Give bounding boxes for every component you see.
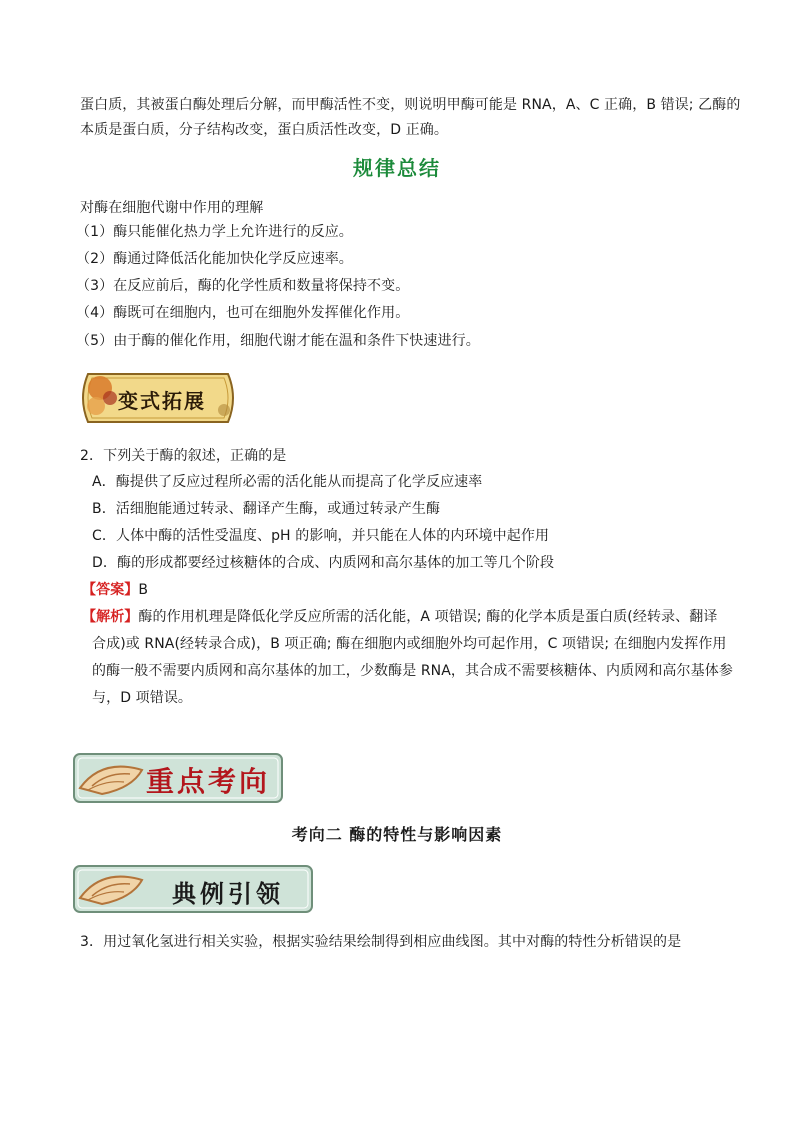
answer-value: B (138, 582, 149, 598)
banner-key (72, 748, 284, 808)
question2-analysis-line1 (82, 607, 717, 627)
question2-option-b: B．活细胞能通过转录、翻译产生酶，或通过转录产生酶 (92, 501, 441, 517)
summary-heading: 规律总结 (353, 156, 441, 180)
section-title: 考向二 酶的特性与影响因素 (291, 825, 503, 844)
summary-item-5: （5）由于酶的催化作用，细胞代谢才能在温和条件下快速进行。 (76, 333, 480, 349)
question3-stem: 3．用过氧化氢进行相关实验，根据实验结果绘制得到相应曲线图。其中对酶的特性分析错误的是 (80, 934, 682, 950)
question2-option-d: D．酶的形成都要经过核糖体的合成、内质网和高尔基体的加工等几个阶段 (92, 555, 555, 571)
summary-item-1: （1）酶只能催化热力学上允许进行的反应。 (76, 224, 353, 240)
summary-item-2: （2）酶通过降低活化能加快化学反应速率。 (76, 251, 353, 267)
question2-option-c: C．人体中酶的活性受温度、pH 的影响，并只能在人体的内环境中起作用 (92, 528, 550, 544)
question2-analysis-line3: 的酶一般不需要内质网和高尔基体的加工，少数酶是 RNA，其合成不需要核糖体、内质网和高尔基体参 (92, 663, 733, 679)
banner-example-label: 典例引领 (172, 879, 284, 908)
top-paragraph-line1: 蛋白质，其被蛋白酶处理后分解，而甲酶活性不变，则说明甲酶可能是 RNA，A、C 正确，B 错误; 乙酶的 (80, 97, 741, 113)
question2-answer (82, 580, 148, 600)
analysis-text-1: 酶的作用机理是降低化学反应所需的活化能，A 项错误; 酶的化学本质是蛋白质(经转录、翻译 (138, 609, 718, 625)
question2-stem: 2．下列关于酶的叙述，正确的是 (80, 448, 287, 464)
banner-key-label: 重点考向 (146, 765, 271, 798)
question2-analysis-line4: 与，D 项错误。 (92, 690, 193, 706)
question2-analysis-line2: 合成)或 RNA(经转录合成)，B 项正确; 酶在细胞内或细胞外均可起作用，C 项错误; 在细胞内发挥作用 (92, 636, 727, 652)
top-paragraph-line2: 本质是蛋白质，分子结构改变，蛋白质活性改变，D 正确。 (80, 122, 448, 138)
summary-item-3: （3）在反应前后，酶的化学性质和数量将保持不变。 (76, 278, 410, 294)
summary-intro: 对酶在细胞代谢中作用的理解 (80, 200, 264, 216)
answer-label: 【答案】 (82, 582, 139, 598)
banner-variant-label: 变式拓展 (118, 389, 206, 413)
banner-example (72, 860, 314, 918)
summary-item-4: （4）酶既可在细胞内，也可在细胞外发挥催化作用。 (76, 305, 410, 321)
question2-option-a: A．酶提供了反应过程所必需的活化能从而提高了化学反应速率 (92, 474, 483, 490)
banner-variant (74, 366, 242, 430)
analysis-label: 【解析】 (82, 609, 139, 625)
